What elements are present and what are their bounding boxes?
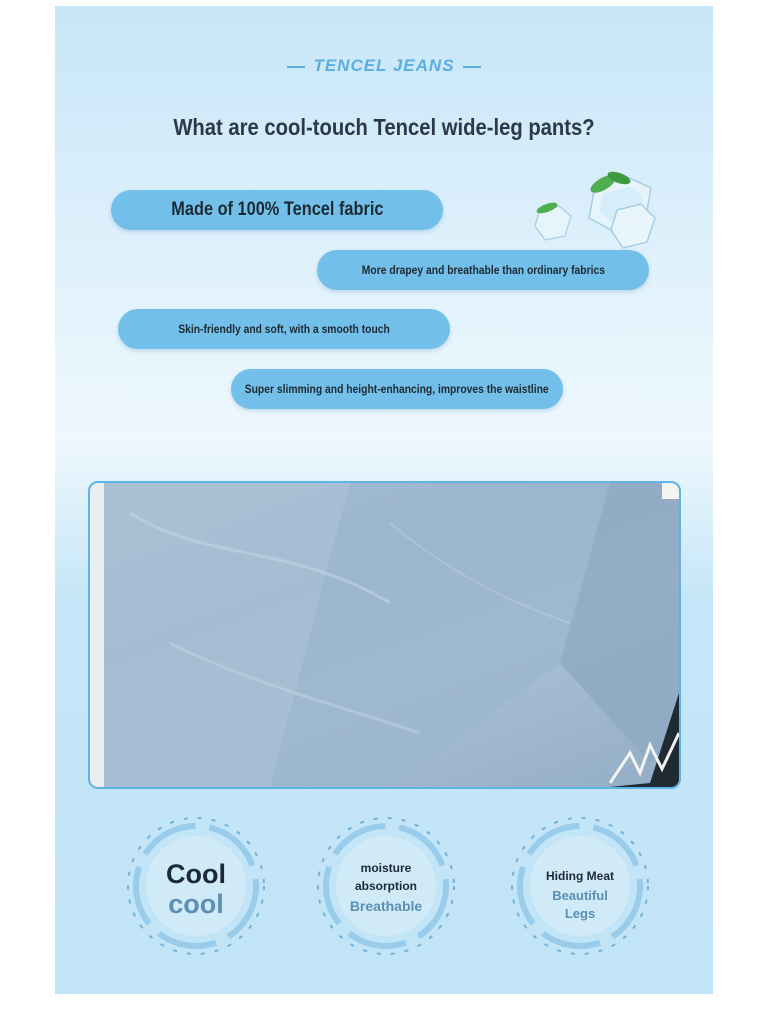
section-overline [55,56,713,76]
feature-text: Super slimming and height-enhancing, improves the waistline [245,382,549,396]
feature-pill-drapey [317,250,649,290]
badge-legs [495,801,665,966]
badge-moisture [301,801,471,966]
feature-text: More drapey and breathable than ordinary fabrics [361,263,605,277]
badge-line: Legs [564,906,596,921]
feature-pill-tencel [111,190,443,230]
feature-text: Skin-friendly and soft, with a smooth touch [178,322,390,336]
feature-text: Made of 100% Tencel fabric [170,199,384,220]
left-dash [287,66,305,68]
overline-text: TENCEL JEANS [313,56,455,75]
badge-line: Cool [166,859,226,889]
badge-cool [111,801,281,966]
badge-line: Breathable [349,898,423,914]
ice-cubes-mint-icon [533,166,663,256]
denim-fabric-photo [88,481,681,789]
product-panel [55,6,713,994]
water-splash-icon [495,801,665,966]
badge-line: cool [168,889,224,919]
feature-pill-slimming [231,369,563,409]
page-title: What are cool-touch Tencel wide-leg pants? [173,114,595,140]
right-dash [463,66,481,68]
badge-line: moisture [360,861,412,875]
badge-line: absorption [355,879,417,893]
badge-line: Hiding Meat [546,869,614,883]
denim-illustration [90,483,679,787]
feature-pill-soft [118,309,450,349]
badge-line: Beautiful [552,888,608,903]
